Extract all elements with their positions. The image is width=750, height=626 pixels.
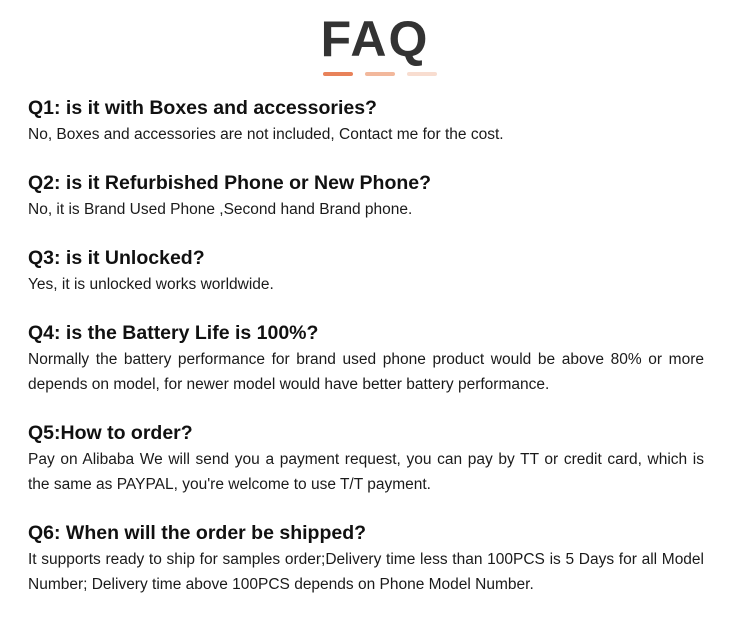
faq-item-4 [28,321,704,397]
faq-item-2 [28,171,704,222]
title-accent-bars [323,72,443,77]
faq-answer: It supports ready to ship for samples order;Delivery time less than 100PCS is 5 Days for all Model Number; Delivery time above 100PCS depends on Phone Model Number. [28,551,704,593]
faq-answer: Pay on Alibaba We will send you a payment request, you can pay by TT or credit card, which is the same as PAYPAL, you're welcome to use T/T payment. [28,451,704,493]
faq-question: Q2: is it Refurbished Phone or New Phone? [28,172,432,194]
faq-question: Q4: is the Battery Life is 100%? [28,322,319,344]
faq-answer: No, it is Brand Used Phone ,Second hand Brand phone. [28,201,413,218]
faq-question: Q6: When will the order be shipped? [28,522,367,544]
faq-item-5 [28,421,704,497]
faq-item-6 [28,521,704,597]
accent-bar-3 [407,72,437,76]
faq-answer: Normally the battery performance for brand used phone product would be above 80% or more depends on model, for newer model would have better battery performance. [28,351,704,393]
faq-question: Q3: is it Unlocked? [28,247,205,269]
faq-item-3 [28,246,704,297]
faq-question: Q1: is it with Boxes and accessories? [28,97,377,119]
faq-question: Q5:How to order? [28,422,193,444]
faq-answer: Yes, it is unlocked works worldwide. [28,276,274,293]
faq-item-1 [28,96,704,147]
faq-answer: No, Boxes and accessories are not included, Contact me for the cost. [28,126,504,143]
page-title: FAQ [320,11,430,67]
accent-bar-1 [323,72,353,76]
accent-bar-2 [365,72,395,76]
